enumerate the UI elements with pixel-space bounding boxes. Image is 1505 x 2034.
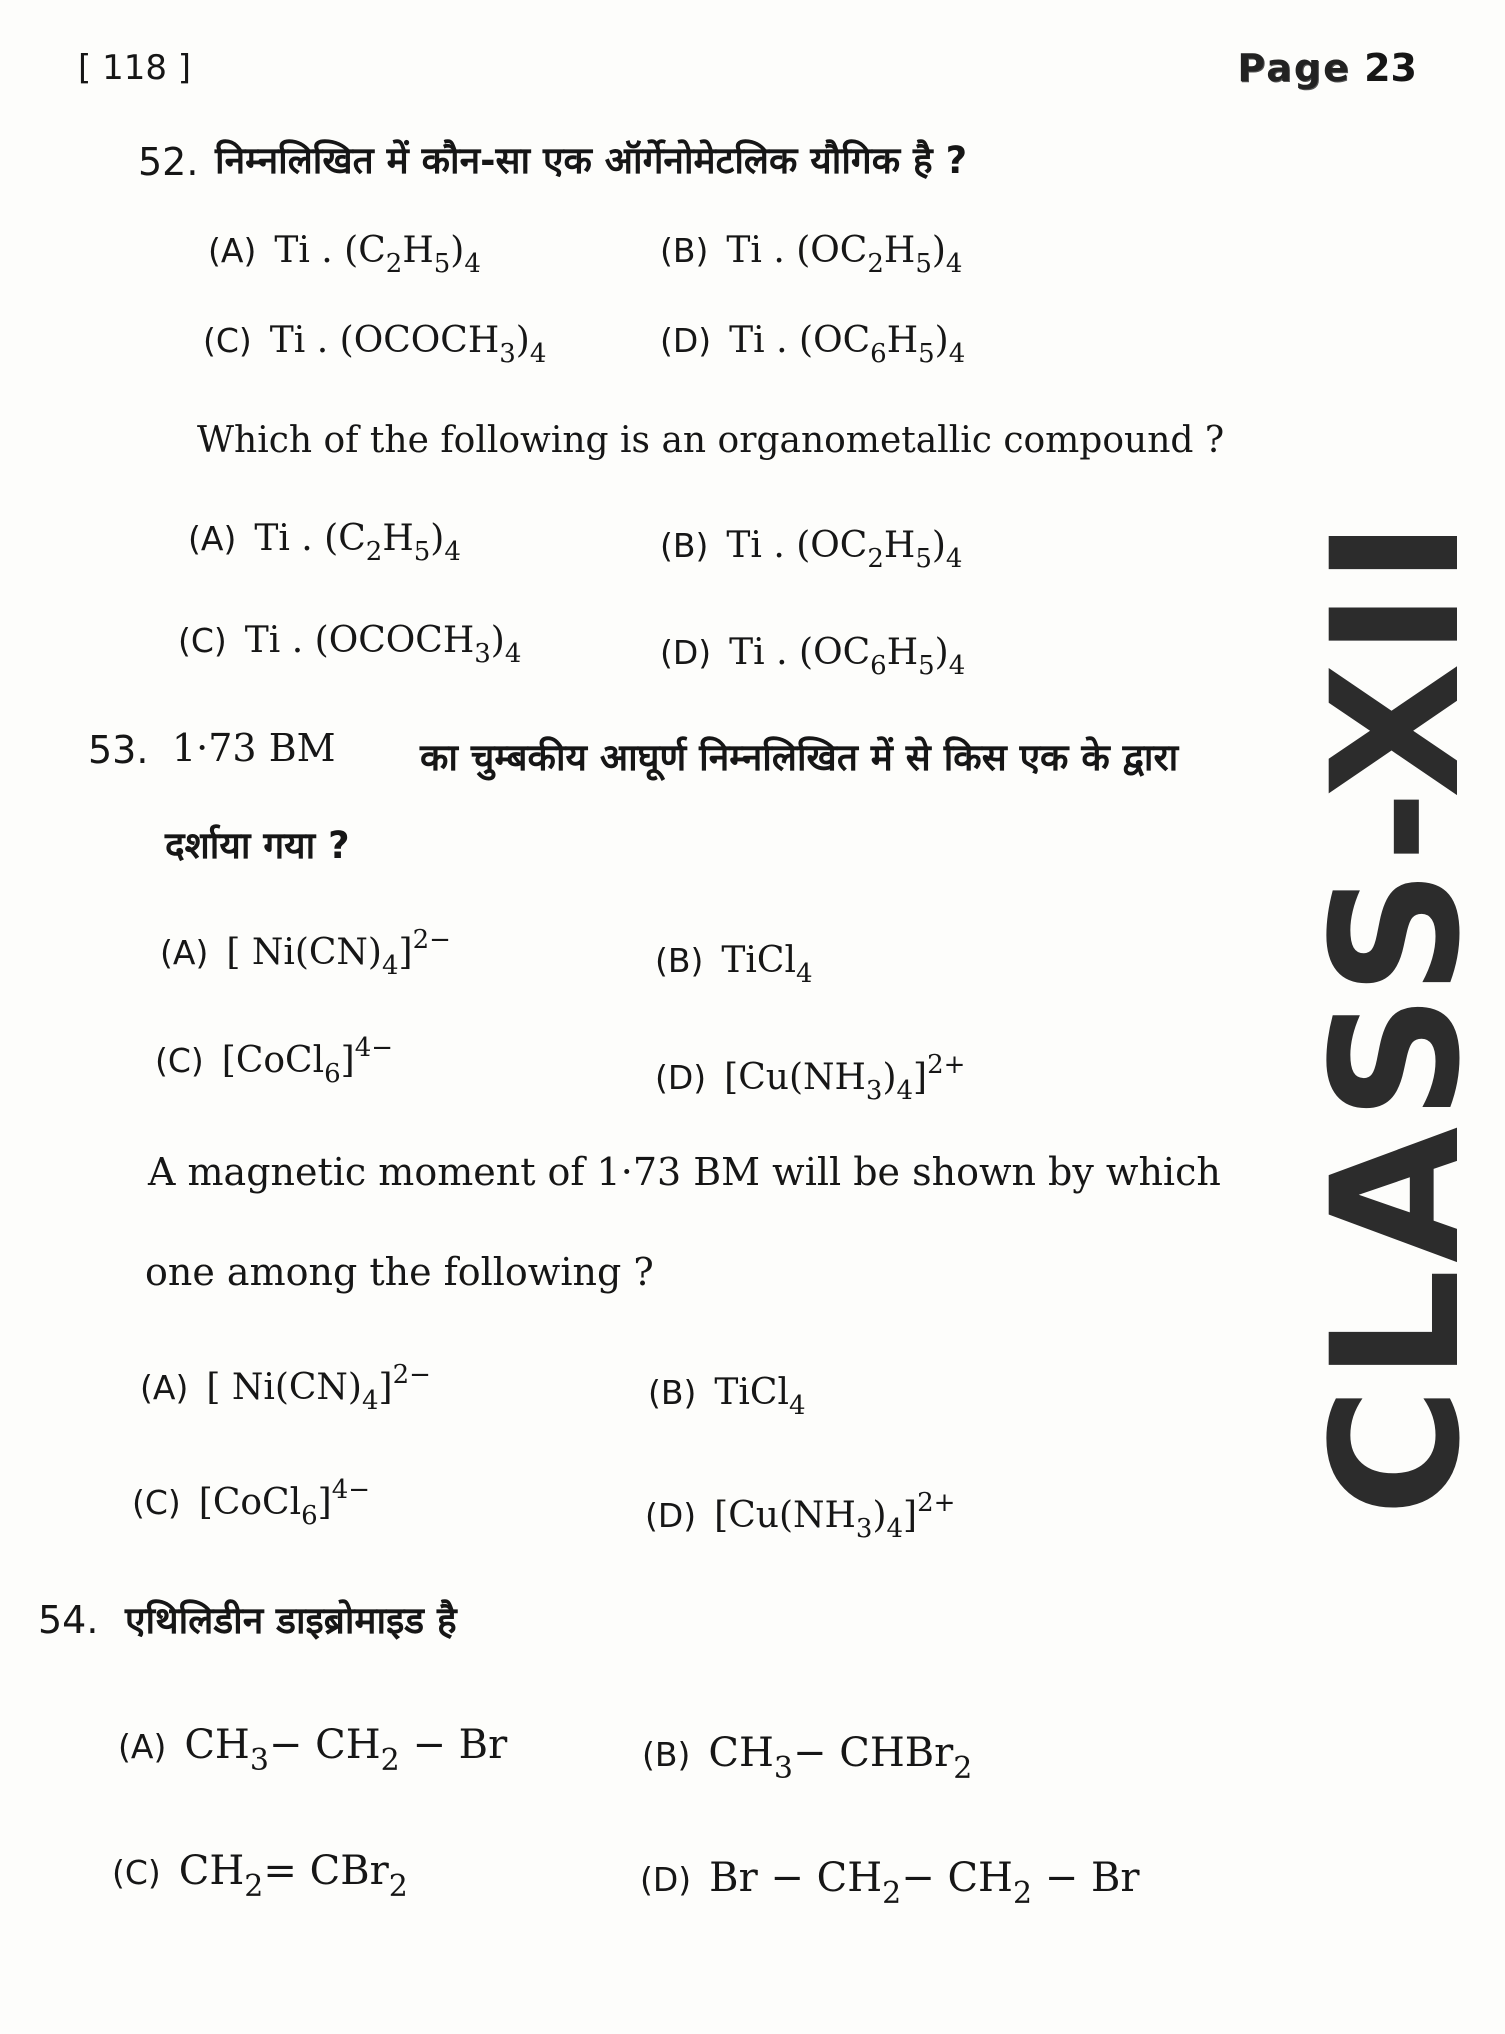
- option-label: (B): [655, 941, 704, 980]
- option-label: (A): [140, 1368, 189, 1407]
- q52-en-option-a: (A) Ti . $(C_2H_5)_4$: [188, 518, 461, 567]
- option-label: (B): [660, 231, 709, 270]
- option-label: (C): [155, 1041, 204, 1080]
- q54-option-d: (D) $Br - CH_2- CH_2 - Br$: [640, 1855, 1140, 1911]
- option-label: (D): [640, 1860, 692, 1899]
- q53-number: 53.: [88, 728, 149, 772]
- q54-option-c: (C) $CH_2= CBr_2$: [112, 1848, 408, 1904]
- class-side-label: [1294, 440, 1499, 1590]
- page-number-left: [ 118 ]: [78, 48, 192, 88]
- q53-hi-option-b: (B) TiCl$_4$: [655, 940, 813, 989]
- option-label: (B): [642, 1735, 691, 1774]
- option-label: (C): [178, 621, 227, 660]
- option-label: (C): [112, 1853, 161, 1892]
- q53-hindi-line2: दर्शाया गया ?: [165, 824, 350, 867]
- q52-number: 52.: [138, 140, 199, 184]
- q53-en-option-a: (A) [ $Ni(CN)_4]^{2-}$: [140, 1360, 431, 1416]
- option-label: (A): [118, 1727, 167, 1766]
- q52-hi-option-d: (D) Ti . $(OC_6H_5)_4$: [660, 320, 966, 369]
- q52-en-option-b: (B) Ti . $(OC_2H_5)_4$: [660, 525, 963, 574]
- option-label: (A): [208, 231, 257, 270]
- class-label-text: CLASS-XII: [1294, 513, 1499, 1517]
- q54-option-b: (B) $CH_3-$ CHBr$_2$: [642, 1730, 973, 1786]
- q52-en-option-d: (D) Ti . $(OC_6H_5)_4$: [660, 632, 966, 681]
- q52-hi-option-c: (C) Ti . $(OCOCH_3)_4$: [203, 320, 547, 369]
- q53-en-option-d: (D) $[Cu(NH_3)_4]^{2+}$: [645, 1488, 956, 1544]
- q52-en-option-c: (C) Ti . $(OCOCH_3)_4$: [178, 620, 522, 669]
- q54-hindi-text: एथिलिडीन डाइब्रोमाइड है: [125, 1599, 457, 1642]
- q54-option-a: (A) $CH_3- CH_2 - Br$: [118, 1722, 508, 1778]
- q53-en-option-c: (C) [CoCl$_6$]$^{4-}$: [132, 1475, 371, 1531]
- q54-number: 54.: [38, 1598, 99, 1642]
- q52-hindi-text: निम्नलिखित में कौन-सा एक ऑर्गेनोमेटलिक यौगिक है ?: [215, 139, 968, 182]
- option-label: (C): [203, 321, 252, 360]
- page-word: Page: [1237, 46, 1351, 90]
- q53-hindi-line1: का चुम्बकीय आघूर्ण निम्नलिखित में से किस एक के द्वारा: [420, 736, 1179, 779]
- option-label: (B): [648, 1373, 697, 1412]
- option-label: (A): [160, 933, 209, 972]
- option-label: (D): [660, 321, 712, 360]
- q53-value: 1·73 BM: [172, 726, 336, 770]
- q53-english-line1: A magnetic moment of 1·73 BM will be shown by which: [148, 1150, 1221, 1194]
- option-label: (B): [660, 526, 709, 565]
- option-label: (D): [645, 1496, 697, 1535]
- q53-english-line2: one among the following ?: [145, 1250, 654, 1294]
- option-label: (A): [188, 519, 237, 558]
- q53-hi-option-a: (A) [ $Ni(CN)_4]^{2-}$: [160, 925, 451, 981]
- q52-hi-option-a: (A) Ti . $(C_2H_5)_4$: [208, 230, 481, 279]
- q52-hi-option-b: (B) Ti . $(OC_2H_5)_4$: [660, 230, 963, 279]
- q53-en-option-b: (B) TiCl$_4$: [648, 1372, 806, 1421]
- option-label: (D): [655, 1058, 707, 1097]
- q53-hi-option-c: (C) [CoCl$_6$]$^{4-}$: [155, 1033, 394, 1089]
- q52-english-text: Which of the following is an organometallic compound ?: [197, 420, 1225, 461]
- option-label: (C): [132, 1483, 181, 1522]
- q53-hi-option-d: (D) $[Cu(NH_3)_4]^{2+}$: [655, 1050, 966, 1106]
- page-label: [1237, 46, 1417, 90]
- option-label: (D): [660, 633, 712, 672]
- page-number-right: 23: [1364, 46, 1417, 90]
